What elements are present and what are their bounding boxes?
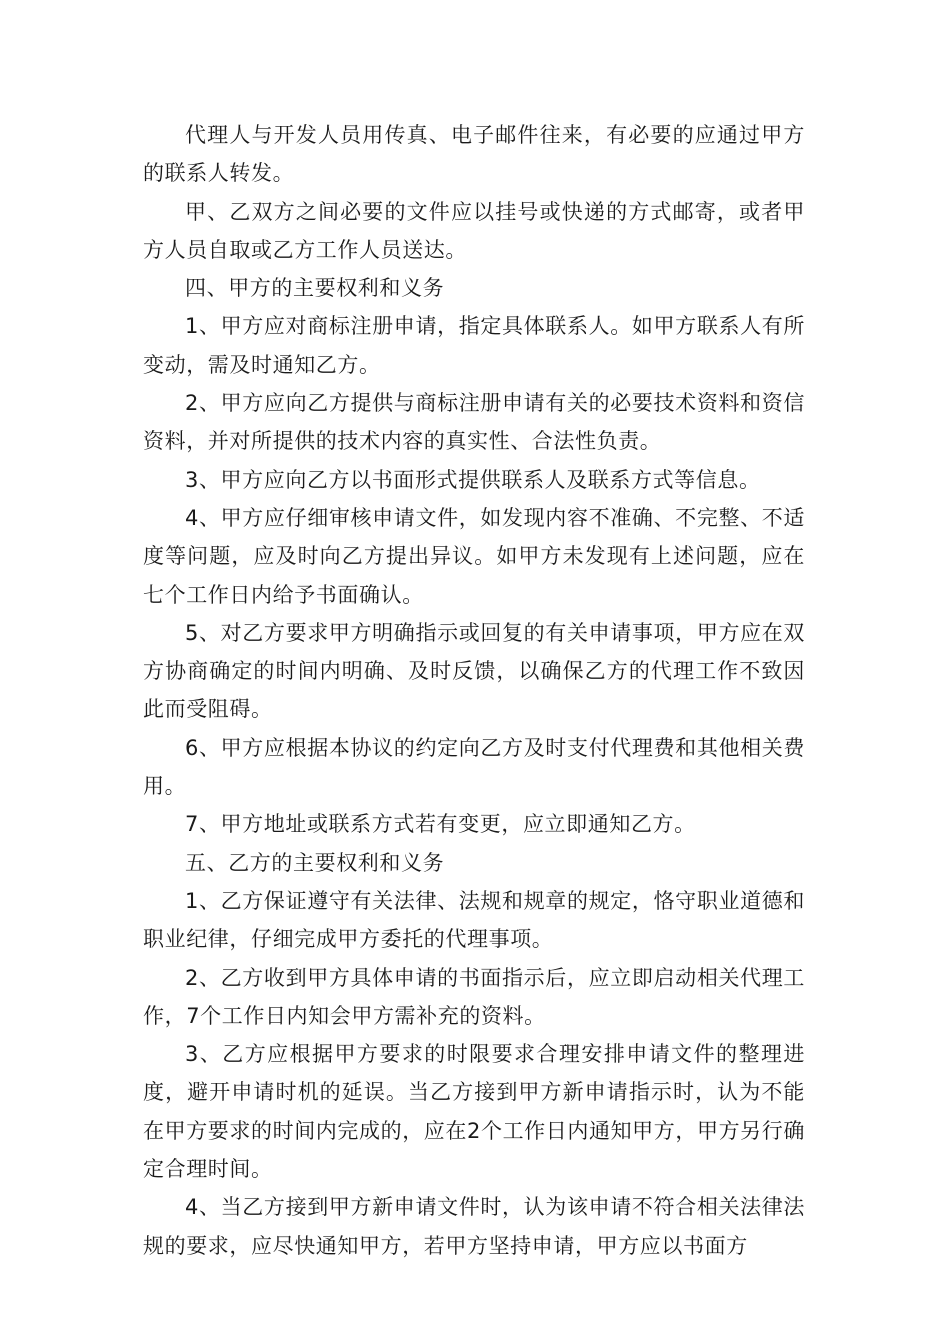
list-item: 2、甲方应向乙方提供与商标注册申请有关的必要技术资料和资信资料，并对所提供的技术内容的真实性、合法性负责。 <box>143 391 805 454</box>
paragraph: 甲、乙双方之间必要的文件应以挂号或快递的方式邮寄，或者甲方人员自取或乙方工作人员送达。 <box>143 199 805 262</box>
list-item: 4、甲方应仔细审核申请文件，如发现内容不准确、不完整、不适度等问题，应及时向乙方提出异议。如甲方未发现有上述问题，应在七个工作日内给予书面确认。 <box>143 505 805 607</box>
list-item: 7、甲方地址或联系方式若有变更，应立即通知乙方。 <box>185 812 696 837</box>
section-heading: 五、乙方的主要权利和义务 <box>185 850 445 875</box>
list-item: 3、甲方应向乙方以书面形式提供联系人及联系方式等信息。 <box>185 467 761 492</box>
list-item: 5、对乙方要求甲方明确指示或回复的有关申请事项，甲方应在双方协商确定的时间内明确、及时反馈，以确保乙方的代理工作不致因此而受阻碍。 <box>143 620 805 722</box>
list-item: 6、甲方应根据本协议的约定向乙方及时支付代理费和其他相关费用。 <box>143 735 805 799</box>
list-item: 2、乙方收到甲方具体申请的书面指示后，应立即启动相关代理工作，7个工作日内知会甲方需补充的资料。 <box>143 965 805 1028</box>
list-item: 4、当乙方接到甲方新申请文件时，认为该申请不符合相关法律法规的要求，应尽快通知甲方，若甲方坚持申请，甲方应以书面方 <box>143 1195 805 1258</box>
document-body <box>143 116 805 1265</box>
list-item: 1、甲方应对商标注册申请，指定具体联系人。如甲方联系人有所变动，需及时通知乙方。 <box>143 314 805 377</box>
section-heading: 四、甲方的主要权利和义务 <box>185 276 445 301</box>
paragraph: 代理人与开发人员用传真、电子邮件往来，有必要的应通过甲方的联系人转发。 <box>143 123 805 186</box>
list-item: 1、乙方保证遵守有关法律、法规和规章的规定，恪守职业道德和职业纪律，仔细完成甲方委托的代理事项。 <box>143 888 805 952</box>
list-item: 3、乙方应根据甲方要求的时限要求合理安排申请文件的整理进度，避开申请时机的延误。当乙方接到甲方新申请指示时，认为不能在甲方要求的时间内完成的，应在2个工作日内通知甲方，甲方另行确定合理时间。 <box>143 1042 805 1182</box>
